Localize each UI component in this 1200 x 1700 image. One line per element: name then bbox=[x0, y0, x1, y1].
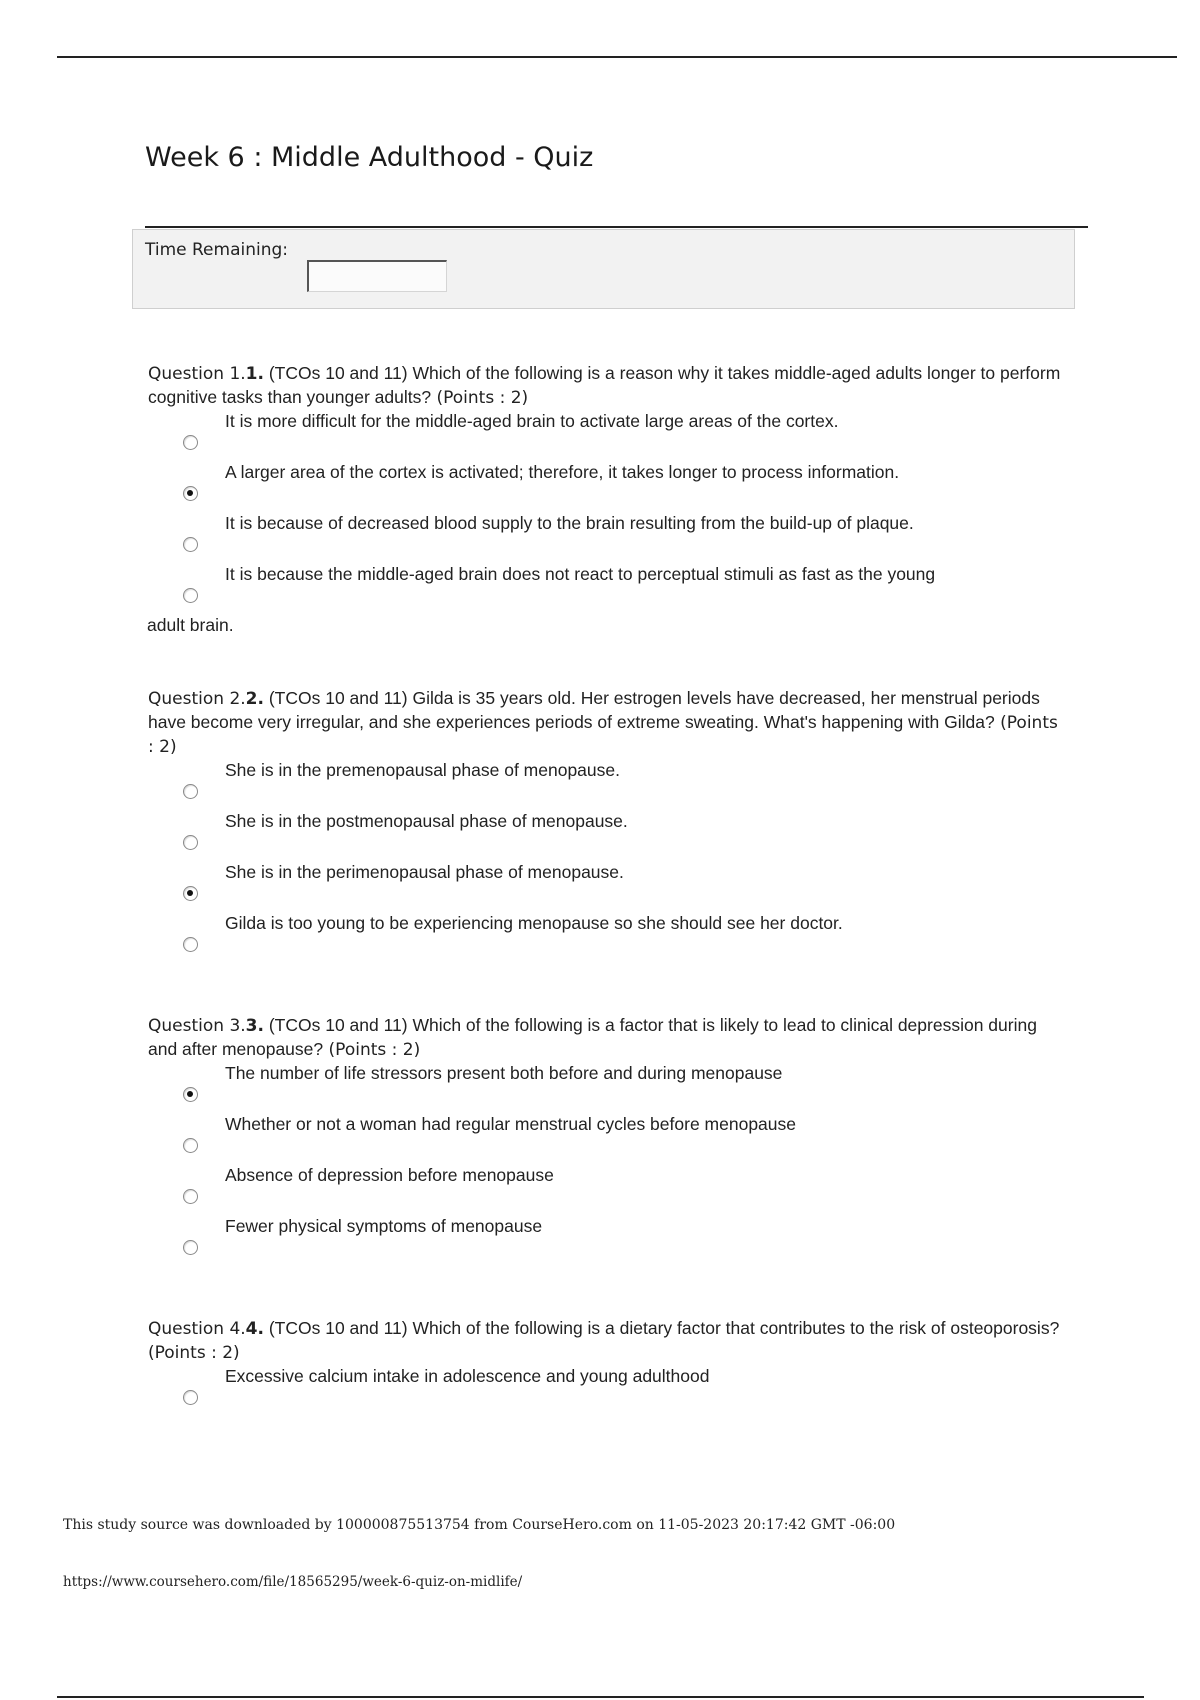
radio-button[interactable] bbox=[183, 784, 198, 799]
question-3 bbox=[148, 1014, 1068, 1266]
radio-button[interactable] bbox=[183, 1189, 198, 1204]
title-divider bbox=[145, 226, 1088, 228]
answer-option[interactable] bbox=[148, 1113, 1068, 1164]
question-stem: Question 1.1. (TCOs 10 and 11) Which of the following is a reason why it takes middle-aged adults longer to perform cognitive tasks than younger adults? (Points : 2) bbox=[148, 363, 1061, 408]
radio-button[interactable] bbox=[183, 435, 198, 450]
answer-option[interactable] bbox=[148, 410, 1068, 461]
radio-button[interactable] bbox=[183, 1240, 198, 1255]
page-title: Week 6 : Middle Adulthood - Quiz bbox=[145, 142, 594, 173]
option-text: Absence of depression before menopause bbox=[225, 1165, 554, 1185]
question-stem: Question 4.4. (TCOs 10 and 11) Which of the following is a dietary factor that contributes to the risk of osteoporosis? (Points : 2) bbox=[148, 1318, 1060, 1363]
answer-option[interactable] bbox=[148, 810, 1068, 861]
timer-panel bbox=[132, 229, 1075, 309]
option-text: It is more difficult for the middle-aged brain to activate large areas of the cortex. bbox=[225, 411, 839, 431]
option-text: It is because of decreased blood supply to the brain resulting from the build-up of plaque. bbox=[225, 513, 914, 533]
answer-option[interactable] bbox=[148, 759, 1068, 810]
option-text: It is because the middle-aged brain does not react to perceptual stimuli as fast as the young bbox=[225, 564, 936, 584]
time-remaining-field[interactable] bbox=[307, 260, 447, 292]
answer-option[interactable] bbox=[148, 861, 1068, 912]
radio-button[interactable] bbox=[183, 937, 198, 952]
question-1 bbox=[148, 362, 1068, 637]
option-text: A larger area of the cortex is activated; therefore, it takes longer to process information. bbox=[225, 462, 900, 482]
question-stem: Question 3.3. (TCOs 10 and 11) Which of the following is a factor that is likely to lead to clinical depression during and after menopause? (Points : 2) bbox=[148, 1015, 1037, 1060]
radio-button[interactable] bbox=[183, 1390, 198, 1405]
answer-option[interactable] bbox=[148, 563, 1068, 614]
option-text: She is in the postmenopausal phase of menopause. bbox=[225, 811, 628, 831]
timer-label: Time Remaining: bbox=[145, 240, 289, 260]
radio-button-selected[interactable] bbox=[183, 886, 198, 901]
question-2 bbox=[148, 687, 1068, 963]
download-source-note: This study source was downloaded by 100000875513754 from CourseHero.com on 11-05-2023 20:17:42 GMT -06:00 bbox=[63, 1517, 896, 1533]
radio-button[interactable] bbox=[183, 588, 198, 603]
radio-button-selected[interactable] bbox=[183, 1087, 198, 1102]
bottom-rule bbox=[57, 1696, 1144, 1698]
answer-option[interactable] bbox=[148, 512, 1068, 563]
question-stem: Question 2.2. (TCOs 10 and 11) Gilda is 35 years old. Her estrogen levels have decreased, her menstrual periods have become very irregular, and she experiences periods of extreme sweating. What's happening with Gilda? (Points : 2) bbox=[148, 688, 1058, 757]
radio-button[interactable] bbox=[183, 537, 198, 552]
answer-option[interactable] bbox=[148, 912, 1068, 963]
answer-option[interactable] bbox=[148, 1365, 1068, 1416]
option-text-continued: adult brain. bbox=[147, 615, 234, 635]
answer-option[interactable] bbox=[148, 1215, 1068, 1266]
top-rule bbox=[57, 56, 1177, 58]
radio-button[interactable] bbox=[183, 1138, 198, 1153]
option-text: She is in the premenopausal phase of menopause. bbox=[225, 760, 620, 780]
source-url: https://www.coursehero.com/file/18565295/week-6-quiz-on-midlife/ bbox=[63, 1574, 523, 1590]
answer-option[interactable] bbox=[148, 1164, 1068, 1215]
answer-option[interactable] bbox=[148, 1062, 1068, 1113]
option-text: Fewer physical symptoms of menopause bbox=[225, 1216, 543, 1236]
radio-button[interactable] bbox=[183, 835, 198, 850]
radio-button-selected[interactable] bbox=[183, 486, 198, 501]
option-text: Whether or not a woman had regular menstrual cycles before menopause bbox=[225, 1114, 796, 1134]
option-text: Excessive calcium intake in adolescence and young adulthood bbox=[225, 1366, 710, 1386]
option-text: The number of life stressors present both before and during menopause bbox=[225, 1063, 783, 1083]
question-4 bbox=[148, 1317, 1068, 1416]
answer-option[interactable] bbox=[148, 461, 1068, 512]
option-text: Gilda is too young to be experiencing menopause so she should see her doctor. bbox=[225, 913, 843, 933]
option-text: She is in the perimenopausal phase of menopause. bbox=[225, 862, 624, 882]
